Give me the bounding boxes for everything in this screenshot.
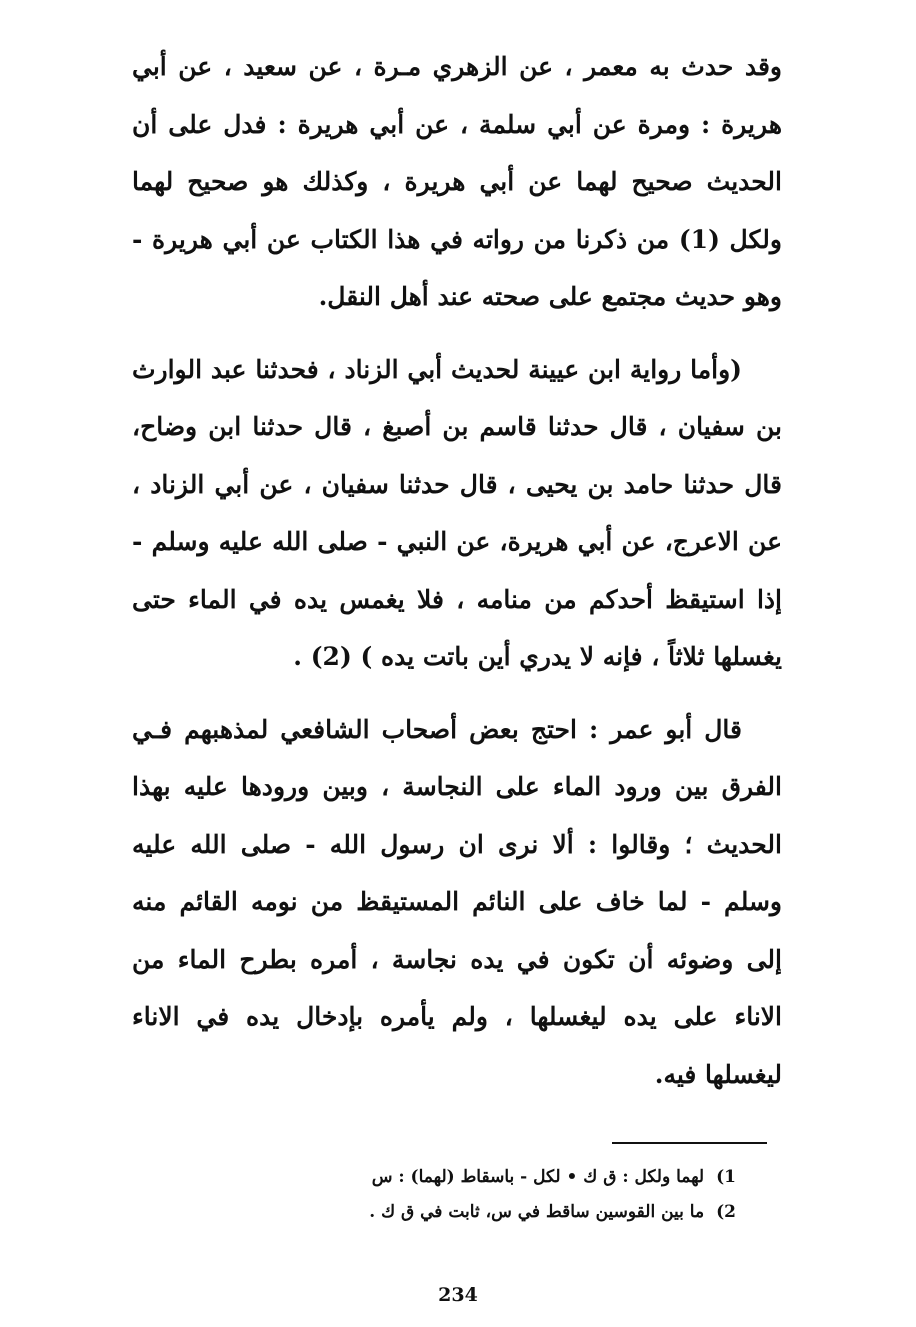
footnote-text: ما بين القوسين ساقط في س، ثابت في ق ك . [369,1202,705,1222]
page-number: 234 [438,1284,478,1306]
footnote-number: 2) [716,1202,736,1222]
footnote-text: لهما ولكل : ق ك • لكل - باسقاط (لهما) : س [371,1167,705,1187]
footnote-separator [612,1142,767,1144]
footnotes [270,1160,736,1230]
paragraph-2: (وأما رواية ابن عيينة لحديث أبي الزناد ، فحدثنا عبد الوارث بن سفيان ، قال حدثنا قاسم بن أصبغ ، قال حدثنا ابن وضاح، قال حدثنا حامد بن يحيى ، قال حدثنا سفيان ، عن أبي الزناد ، عن الاعرج، عن أبي هريرة، عن النبي - صلى الله عليه وسلم - إذا استيقظ أحدكم من منامه ، فلا يغمس يده في الماء حتى يغسلها ثلاثاً ، فإنه لا يدري أين باتت يده ) (2) . [132,354,782,671]
footnote-number: 1) [716,1167,736,1187]
footnote-1 [270,1160,736,1195]
footnote-2 [270,1195,736,1230]
paragraph-3: قال أبو عمر : احتج بعض أصحاب الشافعي لمذهبهم فـي الفرق بين ورود الماء على النجاسة ، وبين ورودها عليه بهذا الحديث ؛ وقالوا : ألا نرى ان رسول الله - صلى الله عليه وسلم - لما خاف على النائم المستيقظ من نومه القائم منه إلى وضوئه أن تكون في يده نجاسة ، أمره بطرح الماء من الاناء على يده ليغسلها ، ولم يأمره بإدخال يده في الاناء ليغسلها فيه. [132,714,782,1089]
paragraph-1: وقد حدث به معمر ، عن الزهري مـرة ، عن سعيد ، عن أبي هريرة : ومرة عن أبي سلمة ، عن أبي هريرة : فدل على أن الحديث صحيح لهما عن أبي هريرة ، وكذلك هو صحيح لهما ولكل (1) من ذكرنا من رواته في هذا الكتاب عن أبي هريرة - وهو حديث مجتمع على صحته عند أهل النقل. [132,52,782,311]
main-text [132,38,782,1103]
